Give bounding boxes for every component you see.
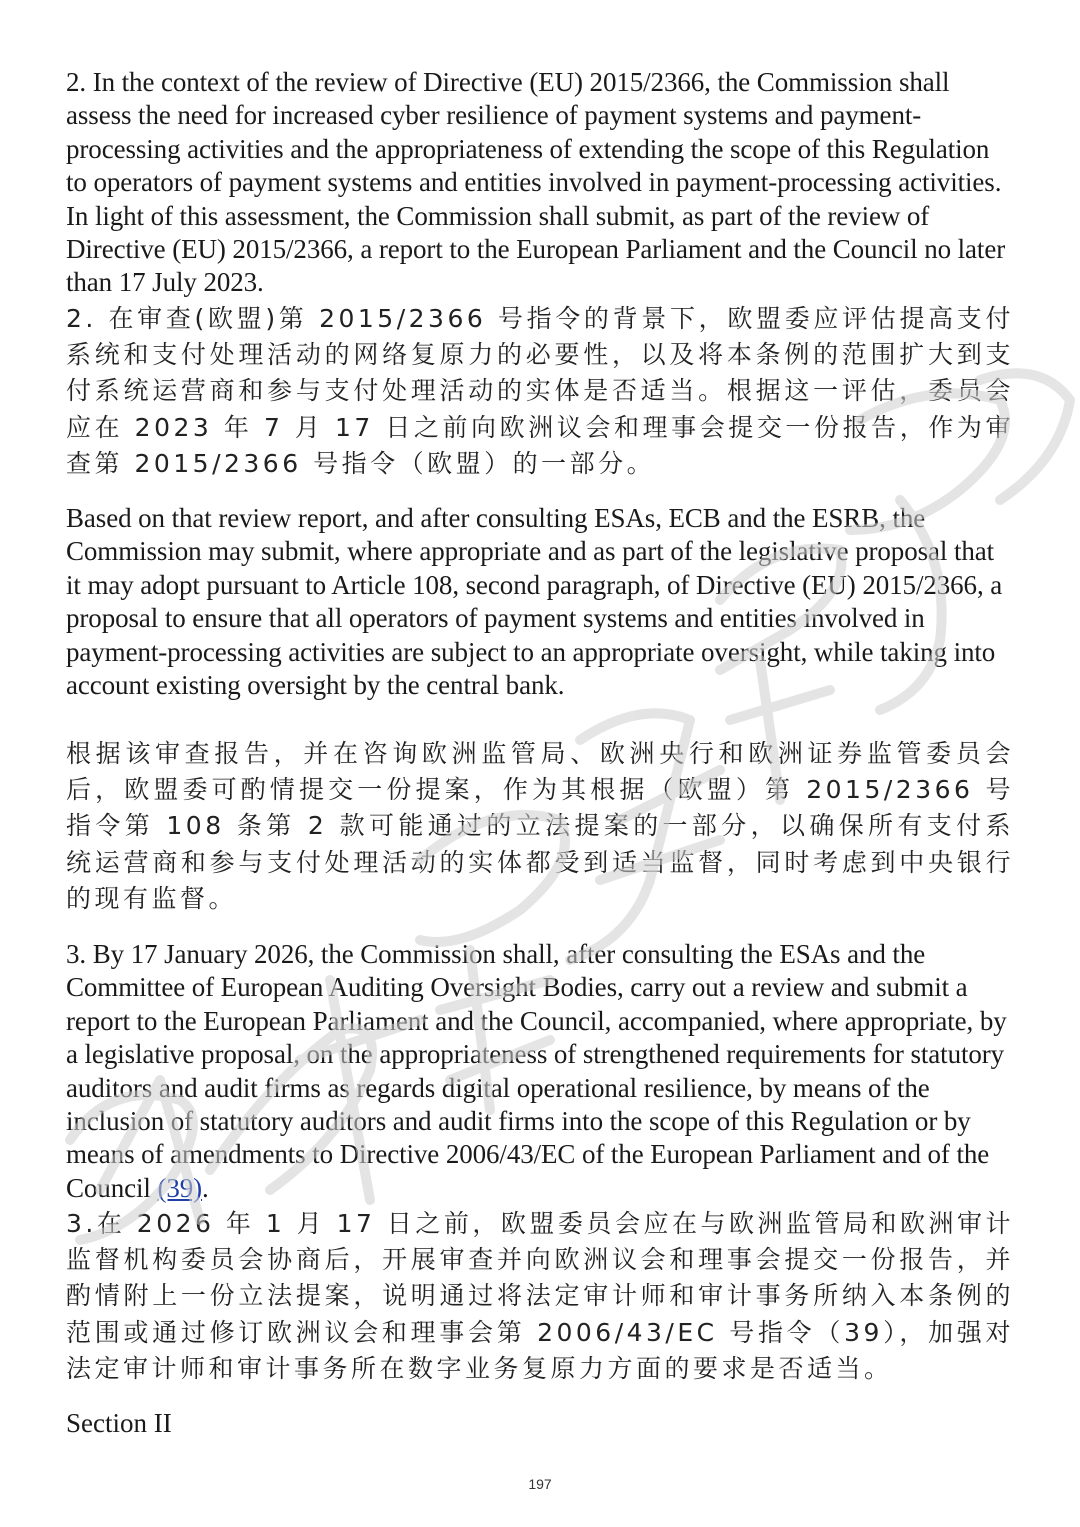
section-heading: Section II (66, 1408, 172, 1438)
paragraph-2-english: Based on that review report, and after consulting ESAs, ECB and the ESRB, the Commission may submit, where appropriate and as part of the legislative proposal that it may adopt pursuant to Article 108, second paragraph, of Directive (EU) 2015/2366, a proposal to ensure that all operators of payment systems and entities involved in payment-processing activities are subject to an appropriate oversight, while taking into account existing oversight by the central bank. (66, 503, 1003, 701)
paragraph-3-chinese: 3.在 2026 年 1 月 17 日之前，欧盟委员会应在与欧洲监管局和欧洲审计监督机构委员会协商后，开展审查并向欧洲议会和理事会提交一份报告，并酌情附上一份立法提案，说明通过将法定审计师和审计事务所纳入本条例的范围或通过修订欧洲议会和理事会第 2006/43/EC 号指令（39），加强对法定审计师和审计事务所在数字业务复原力方面的要求是否适当。 (66, 1209, 1014, 1383)
paragraph-3-english (66, 938, 1014, 1205)
paragraph-1-chinese: 2. 在审查(欧盟)第 2015/2366 号指令的背景下，欧盟委应评估提高支付系统和支付处理活动的网络复原力的必要性，以及将本条例的范围扩大到支付系统运营商和参与支付处理活动的实体是否适当。根据这一评估，委员会应在 2023 年 7 月 17 日之前向欧洲议会和理事会提交一份报告，作为审查第 2015/2366 号指令（欧盟）的一部分。 (66, 304, 1014, 478)
paragraph-3-english-tail: . (202, 1172, 209, 1203)
page-number: 197 (528, 1476, 552, 1492)
paragraph-3-english-text: 3. By 17 January 2026, the Commission shall, after consulting the ESAs and the Committee of European Auditing Oversight Bodies, carry out a review and submit a report to the European Parliament and the Council, accompanied, where appropriate, by a legislative proposal, on the appropriateness of strengthened requirements for statutory auditors and audit firms as regards digital operational resilience, by means of the inclusion of statutory auditors and audit firms into the scope of this Regulation or by means of amendments to Directive 2006/43/EC of the European Parliament and of the Council (66, 939, 1007, 1203)
footnote-39-link[interactable]: (39) (157, 1172, 203, 1203)
paragraph-1-english: 2. In the context of the review of Directive (EU) 2015/2366, the Commission shall assess the need for increased cyber resilience of payment systems and payment-processing activities and the appropriateness of extending the scope of this Regulation to operators of payment systems and entities involved in payment-processing activities. In light of this assessment, the Commission shall submit, as part of the review of Directive (EU) 2015/2366, a report to the European Parliament and the Council no later than 17 July 2023. (66, 67, 1006, 298)
paragraph-2-chinese: 根据该审查报告，并在咨询欧洲监管局、欧洲央行和欧洲证券监管委员会后，欧盟委可酌情提交一份提案，作为其根据（欧盟）第 2015/2366 号指令第 108 条第 2 款可能通过的立法提案的一部分，以确保所有支付系统运营商和参与支付处理活动的实体都受到适当监督，同时考虑到中央银行的现有监督。 (66, 739, 1014, 913)
